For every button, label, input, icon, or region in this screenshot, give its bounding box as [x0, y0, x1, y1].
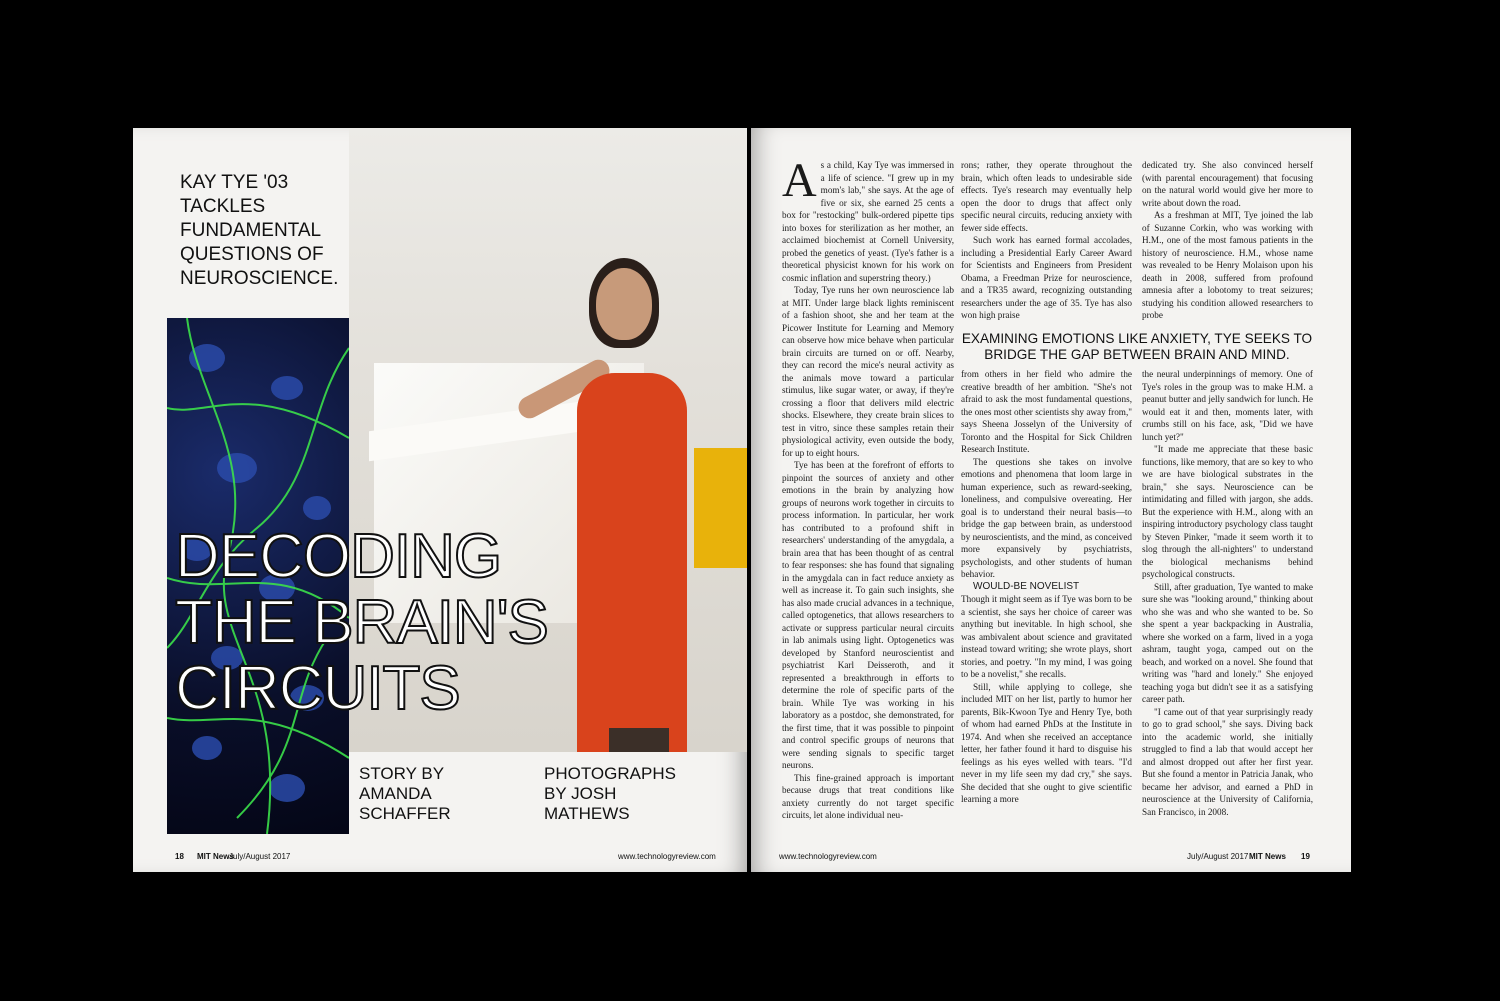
photo-boots	[609, 728, 669, 752]
section-subhead: WOULD-BE NOVELIST	[973, 580, 1080, 592]
left-page	[133, 128, 747, 872]
title-line-3: CIRCUITS	[175, 654, 460, 723]
magazine-name: MIT News	[197, 852, 234, 861]
paragraph: from others in her field who admire the creative breadth of her ambition. "She's not afraid to ask the most fundamental questions, the ones most other scientists shy away from," says Sheena Josselyn of the University of Toronto and the Hospital for Sick Children Research Institute.	[961, 369, 1132, 454]
right-page	[751, 128, 1351, 872]
paragraph: the neural underpinnings of memory. One of Tye's roles in the group was to make H.M. a peanut butter and jelly sandwich for lunch. He would eat it and then, moments later, with crumbs still on his face, ask, "Did we have lunch yet?"	[1142, 369, 1313, 442]
story-credit-line-3: SCHAFFER	[359, 804, 451, 823]
paragraph: "It made me appreciate that these basic functions, like memory, that are so key to who we are have biological substrates in the brain," she says. Neuroscience can be intimidating and filled with jargon, she adds. But the experience with H.M., along with an inspiring introductory psychology class taught by Steven Pinker, "made it seem worth it to slog through the all-nighters" to understand the biological mechanisms behind psychological constructs.	[1142, 444, 1313, 579]
article-title	[175, 524, 548, 722]
text-column-2-top	[961, 159, 1132, 339]
paragraph: Tye has been at the forefront of efforts to pinpoint the sources of anxiety and other emotions in the brain by analyzing how groups of neurons work together in circuits to process information. In particular, her work has contributed to a profound shift in researchers' understanding of the amygdala, a brain area that has been thought of as central to fear responses: she has found that signaling in the amygdala can in fact reduce anxiety as well as increase it. To gain such insights, she has also made crucial advances in a technique, called optogenetics, that allows researchers to activate or suppress particular neural circuits in lab animals using light. Optogenetics was developed by Stanford neuroscientist and psychiatrist Karl Deisseroth, and it represented a breakthrough in efforts to determine the role of specific parts of the brain. While Tye was working in his laboratory as a postdoc, she demonstrated, for the first time, that it was possible to pinpoint and control specific groups of neurons that were sending signals to specific target neurons.	[782, 460, 954, 770]
photo-face	[596, 268, 652, 340]
paragraph: dedicated try. She also convinced herself (with parental encouragement) that focusing on the natural world would give her more to write about down the road.	[1142, 160, 1313, 208]
paragraph-text: s a child, Kay Tye was immersed in a life of science. "I grew up in my mom's lab," she says. At the age of five or six, she earned 25 cents a box for "restocking" bulk-ordered pipette tips into boxes for sterilization as her mother, an acclaimed biochemist at Cornell University, probed the genetics of yeast. (Tye's father is a theoretical physicist known for his work on cosmic inflation and superstring theory.)	[782, 160, 954, 283]
text-column-3-top	[1142, 159, 1313, 339]
website-url: www.technologyreview.com	[779, 852, 877, 861]
photo-yellow-panel	[694, 448, 747, 568]
text-column-3-bottom	[1142, 368, 1313, 834]
deck-text: KAY TYE '03 TACKLES FUNDAMENTAL QUESTIONS OF NEUROSCIENCE.	[180, 172, 339, 289]
title-line-1: DECODING	[175, 522, 502, 591]
website-url: www.technologyreview.com	[618, 852, 716, 861]
paragraph: Though it might seem as if Tye was born to be a scientist, she says her choice of career was anything but inevitable. In high school, she was ambivalent about science and gravitated instead toward writing; she wrote plays, short stories, and poetry. "In my mind, I was going to be a novelist," she recalls.	[961, 594, 1132, 679]
story-credit-line-1: STORY BY	[359, 764, 445, 783]
text-column-1	[782, 154, 954, 823]
text-column-2-bottom	[961, 368, 1132, 834]
page-number: 19	[1301, 852, 1310, 861]
photo-credit	[544, 764, 676, 824]
story-credit	[359, 764, 451, 824]
paragraph: "I came out of that year surprisingly ready to go to grad school," she says. Diving back into the academic world, she initially struggled to find a lab that would accept her and almost dropped out after her first year. But she found a mentor in Patricia Janak, who became her advisor, and earned a PhD in neuroscience at the University of California, San Francisco, in 2008.	[1142, 706, 1313, 817]
magazine-name: MIT News	[1249, 852, 1286, 861]
story-credit-line-2: AMANDA	[359, 784, 432, 803]
paragraph: Still, after graduation, Tye wanted to make sure she was "looking around," thinking about who she was and who she wanted to be. So she spent a year backpacking in Australia, where she worked on a farm, lived in a yoga ashram, taught yoga, camped out on the beach, and worked on a novel. She found that writing was "hard and lonely." She enjoyed teaching yoga but didn't see it as a satisfying career path.	[1142, 581, 1313, 704]
photo-credit-line-3: MATHEWS	[544, 804, 630, 823]
issue-date: July/August 2017	[229, 852, 291, 861]
paragraph: Today, Tye runs her own neuroscience lab at MIT. Under large black lights reminiscent of a fashion shoot, she and her team at the Picower Institute for Learning and Memory can observe how mice behave when particular brain circuits are turned on or off. Nearby, they can record the mice's neural activity as the animals move toward a particular stimulus, like sugar water, or away, if they're crossing a floor that delivers mild electric shocks. Elsewhere, they create brain slices to test in vitro, since these samples retain their physiological activity, even outside the body, for up to eight hours.	[782, 285, 954, 458]
paragraph: Still, while applying to college, she included MIT on her list, partly to humor her parents, Bik-Kwoon Tye and Henry Tye, both of whom had earned PhDs at the Institute in 1974. And when she received an acceptance letter, her father found it hard to disguise his feelings as his eyes welled with tears. "I'd never in my life seen my dad cry," she says. She decided that she ought to give scientific learning a more	[961, 681, 1132, 804]
page-number: 18	[175, 852, 184, 861]
title-line-2: THE BRAIN'S	[175, 588, 548, 657]
issue-date: July/August 2017	[1187, 852, 1249, 861]
photo-credit-line-1: PHOTOGRAPHS	[544, 764, 676, 783]
drop-cap: A	[782, 154, 817, 207]
paragraph: As a freshman at MIT, Tye joined the lab of Suzanne Corkin, who was working with H.M., one of the most famous patients in the history of neuroscience. H.M., whose name was revealed to be Henry Molaison upon his death in 2008, suffered from profound amnesia after a lobotomy to treat seizures; studying his condition allowed researchers to probe	[1142, 210, 1313, 320]
photo-red-dress	[577, 373, 687, 752]
paragraph: This fine-grained approach is important because drugs that treat conditions like anxiety currently do not target specific circuits, let alone individual neu-	[782, 772, 954, 820]
paragraph: The questions she takes on involve emotions and phenomena that loom large in human experience, such as reward-seeking, loneliness, and compulsive overeating. Her goal is to understand their neural basis—to bridge the gap between brain, as understood by neuroscientists, and the mind, as conceived more expansively by psychiatrists, psychologists, and other students of human behavior.	[961, 456, 1132, 579]
pull-quote: EXAMINING EMOTIONS LIKE ANXIETY, TYE SEEKS TO BRIDGE THE GAP BETWEEN BRAIN AND MIND.	[961, 331, 1313, 362]
paragraph: Such work has earned formal accolades, including a Presidential Early Career Award for Scientists and Engineers from President Obama, a Freedman Prize for neuroscience, and a TR35 award, recognizing outstanding researchers under the age of 35. Tye has also won high praise	[961, 235, 1132, 320]
paragraph: rons; rather, they operate throughout the brain, which often leads to undesirable side effects. Tye's research may eventually help open the door to drugs that affect only specific neural circuits, reducing anxiety with fewer side effects.	[961, 160, 1132, 233]
paragraph	[782, 154, 954, 284]
photo-credit-line-2: BY JOSH	[544, 784, 617, 803]
